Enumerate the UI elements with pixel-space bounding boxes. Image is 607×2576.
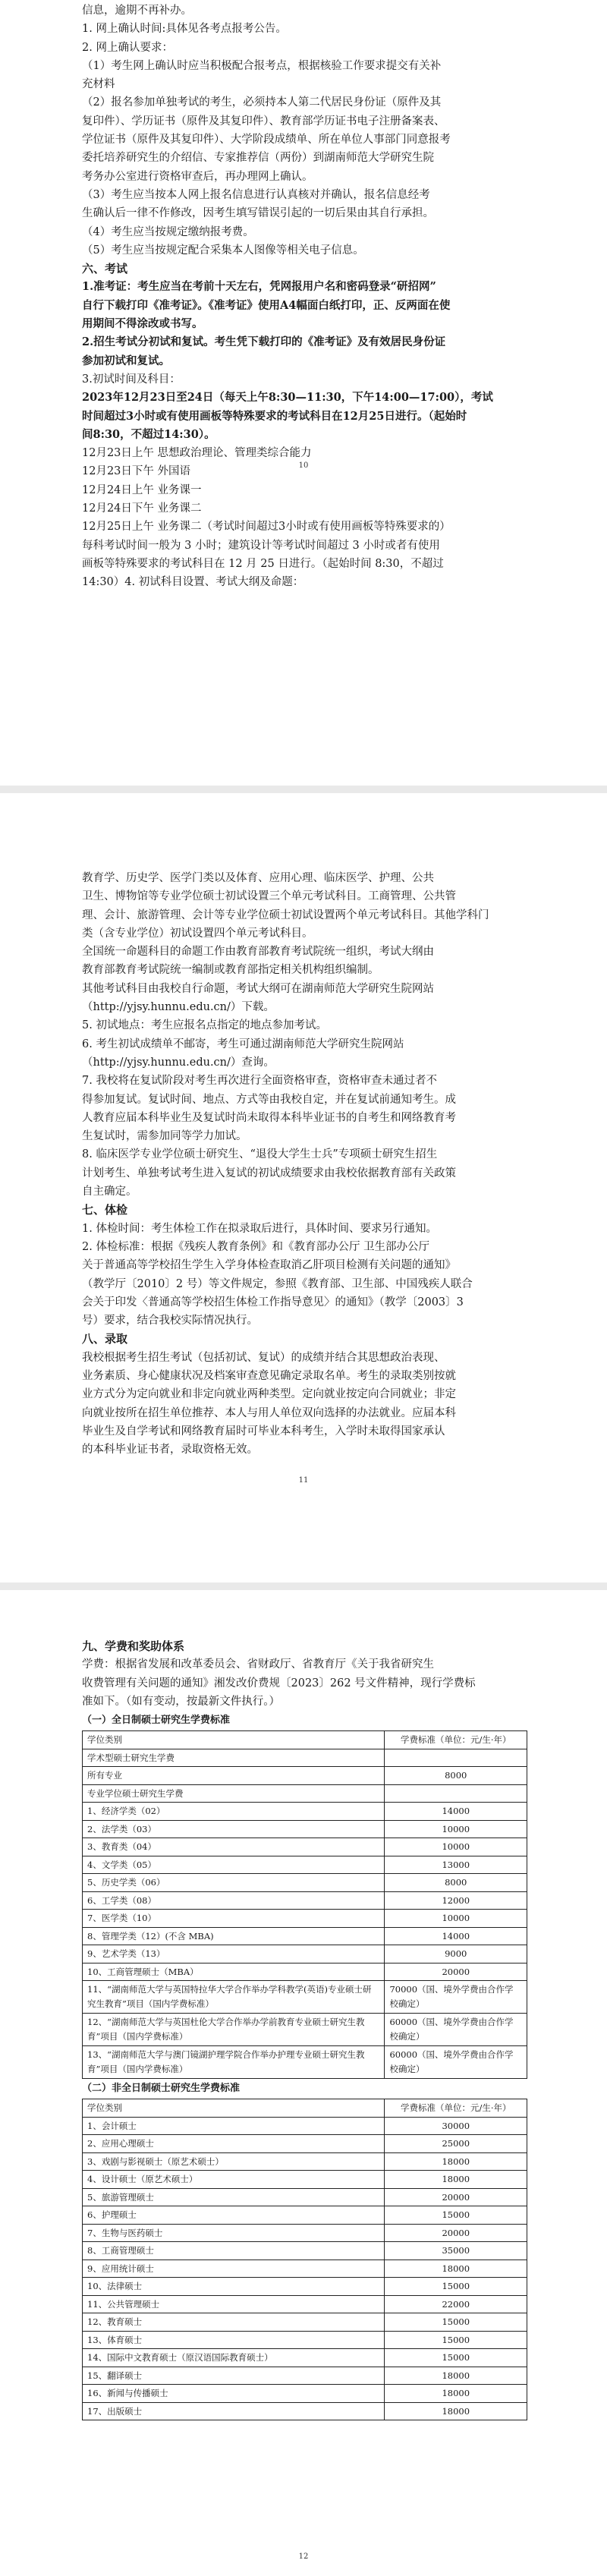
text-line: 教育部教育考试院统一编制或教育部指定相关机构组织编制。: [82, 964, 379, 977]
tuition-fee-cell: 10000: [385, 1838, 527, 1856]
text-line: 信息，逾期不再补办。: [82, 5, 192, 17]
table-row: [83, 1784, 527, 1803]
text-line: （http://yjsy.hunnu.edu.cn/）下载。: [82, 1001, 275, 1014]
tuition-fee-cell: 30000: [385, 2117, 527, 2135]
text-line: 参加初试和复试。: [82, 354, 170, 367]
page-number: 12: [298, 2552, 309, 2561]
tuition-fee-cell: [385, 1784, 527, 1803]
text-line: 业务素质、身心健康状况及档案审查意见确定录取名单。考生的录取类别按就: [82, 1370, 456, 1383]
degree-category-cell: 4、文学类（05）: [83, 1856, 385, 1874]
text-line: （教学厅〔2010〕2 号）等文件规定，参照《教育部、卫生部、中国残疾人联合: [82, 1277, 473, 1290]
table-row: [83, 1891, 527, 1910]
table-row: [83, 2171, 527, 2189]
degree-category-cell: 所有专业: [83, 1767, 385, 1785]
degree-category-cell: 12、教育硕士: [83, 2313, 385, 2332]
table-caption: （二）非全日制硕士研究生学费标准: [82, 2083, 241, 2095]
text-line: 7. 我校将在复试阶段对考生再次进行全面资格审查，资格审查未通过者不: [82, 1075, 437, 1088]
degree-category-cell: 3、教育类（04）: [83, 1838, 385, 1856]
degree-category-cell: 1、会计硕士: [83, 2117, 385, 2135]
table-caption: （一）全日制硕士研究生学费标准: [82, 1715, 231, 1727]
text-line: 计划考生、单独考试考生进入复试的初试成绩要求由我校依据教育部有关政策: [82, 1167, 456, 1179]
table-row: [83, 2260, 527, 2278]
text-line: 卫生、博物馆等专业学位硕士初试设置三个单元考试科目。工商管理、公共管: [82, 890, 456, 903]
table-row: [83, 2014, 527, 2046]
degree-category-cell: 10、法律硕士: [83, 2278, 385, 2296]
tuition-fee-cell: 15000: [385, 2278, 527, 2296]
text-line: 1.准考证：考生应当在考前十天左右，凭网报用户名和密码登录“研招网”: [82, 280, 436, 294]
table-row: [83, 1963, 527, 1981]
degree-category-cell: 6、工学类（08）: [83, 1891, 385, 1910]
table-row: [83, 2385, 527, 2403]
table-row: [83, 2367, 527, 2385]
tuition-fee-cell: 9000: [385, 1945, 527, 1963]
page-body: [82, 793, 527, 1460]
text-line: 生复试时，需参加同等学力加试。: [82, 1130, 247, 1143]
text-line: 12月23日下午 外国语: [82, 465, 191, 478]
text-line: （2）报名参加单独考试的考生，必须持本人第二代居民身份证（原件及其: [82, 96, 442, 109]
text-line: 业方式分为定向就业和非定向就业两种类型。定向就业按定向合同就业；非定: [82, 1388, 456, 1401]
table-row: [83, 2313, 527, 2332]
tuition-fee-cell: 15000: [385, 2313, 527, 2332]
degree-category-cell: 3、戏剧与影视硕士（原艺术硕士）: [83, 2152, 385, 2171]
text-line: 每科考试时间一般为 3 小时；建筑设计等考试时间超过 3 小时或者有使用: [82, 539, 440, 552]
text-line: 8. 临床医学专业学位硕士研究生、“退役大学生士兵”专项硕士研究生招生: [82, 1148, 438, 1161]
part-time-tuition-table: [82, 2099, 527, 2420]
degree-category-cell: 学术型硕士研究生学费: [83, 1749, 385, 1767]
text-line: 12月25日上午 业务课二（考试时间超过3小时或有使用画板等特殊要求的）: [82, 521, 451, 534]
text-line: 的本科毕业证书者，录取资格无效。: [82, 1444, 258, 1456]
table-row: [83, 2295, 527, 2313]
text-line: 准如下。（如有变动，按最新文件执行。）: [82, 1695, 280, 1708]
degree-category-cell: 15、翻译硕士: [83, 2367, 385, 2385]
column-header: 学位类别: [83, 2099, 385, 2118]
text-line: 用期间不得涂改或书写。: [82, 317, 203, 331]
degree-category-cell: 2、应用心理硕士: [83, 2135, 385, 2153]
tuition-fee-cell: 25000: [385, 2135, 527, 2153]
text-line: 时间超过3小时或有使用画板等特殊要求的考试科目在12月25日进行。（起始时: [82, 409, 467, 423]
text-line: （http://yjsy.hunnu.edu.cn/）查询。: [82, 1056, 275, 1069]
text-line: 2.招生考试分初试和复试。考生凭下载打印的《准考证》及有效居民身份证: [82, 335, 446, 349]
degree-category-cell: 13、“湖南师范大学与澳门镜湖护理学院合作举办护理专业硕士研究生教育”项目（国内学费标准）: [83, 2046, 385, 2079]
page-number: 10: [298, 461, 309, 470]
text-line: （1）考生网上确认时应当积极配合报考点，根据核验工作要求提交有关补: [82, 59, 442, 72]
text-line: 1. 体检时间：考生体检工作在拟录取后进行，具体时间、要求另行通知。: [82, 1222, 437, 1235]
text-line: 收费管理有关问题的通知》湘发改价费规〔2023〕262 号文件精神，现行学费标: [82, 1677, 476, 1690]
text-line: 七、体检: [82, 1203, 128, 1217]
text-line: 12月24日下午 业务课二: [82, 502, 202, 515]
text-line: 自行下载打印《准考证》。《准考证》使用A4幅面白纸打印，正、反两面在使: [82, 298, 451, 312]
tuition-intro: [82, 1655, 527, 1711]
tuition-fee-cell: 12000: [385, 1891, 527, 1910]
text-line: 考务办公室进行资格审查后，再办理网上确认。: [82, 170, 313, 183]
degree-category-cell: 11、公共管理硕士: [83, 2295, 385, 2313]
text-line: 得参加复试。复试时间、地点、方式等由我校自定，并在复试前通知考生。成: [82, 1093, 456, 1106]
text-line: 理、会计、旅游管理、会计等专业学位硕士初试设置两个单元考试科目。其他学科门: [82, 909, 489, 921]
page-number: 11: [298, 1476, 309, 1485]
tuition-fee-cell: 70000（国、境外学费由合作学校确定）: [385, 1981, 527, 2014]
table-row: [83, 2278, 527, 2296]
table-row: [83, 1927, 527, 1945]
tuition-fee-cell: 14000: [385, 1927, 527, 1945]
tuition-fee-cell: 35000: [385, 2242, 527, 2260]
table-row: [83, 2152, 527, 2171]
tuition-fee-cell: 10000: [385, 1820, 527, 1838]
text-line: 12月24日上午 业务课一: [82, 483, 202, 496]
tuition-fee-cell: 8000: [385, 1874, 527, 1892]
text-line: 向就业按所在招生单位推荐、本人与用人单位双向选择的办法就业。应届本科: [82, 1406, 456, 1419]
document-page-12: [0, 1590, 607, 2576]
text-line: 全国统一命题科目的命题工作由教育部教育考试院统一组织，考试大纲由: [82, 946, 434, 959]
text-line: 2. 网上确认要求：: [82, 41, 173, 54]
degree-category-cell: 7、生物与医药硕士: [83, 2224, 385, 2242]
tuition-fee-cell: 18000: [385, 2385, 527, 2403]
text-line: 生确认后一律不作修改，因考生填写错误引起的一切后果由其自行承担。: [82, 207, 434, 220]
full-time-tuition-table: [82, 1730, 527, 2079]
tuition-fee-cell: 20000: [385, 1963, 527, 1981]
text-line: 八、录取: [82, 1332, 128, 1346]
degree-category-cell: 专业学位硕士研究生学费: [83, 1784, 385, 1803]
text-line: 2. 体检标准：根据《残疾人教育条例》和《教育部办公厅 卫生部办公厅: [82, 1240, 430, 1253]
text-line: 教育学、历史学、医学门类以及体育、应用心理、临床医学、护理、公共: [82, 872, 434, 884]
text-line: 3.初试时间及科目：: [82, 373, 181, 386]
degree-category-cell: 2、法学类（03）: [83, 1820, 385, 1838]
text-line: 委托培养研究生的介绍信、专家推荐信（两份）到湖南师范大学研究生院: [82, 152, 434, 165]
text-line: 学费：根据省发展和改革委员会、省财政厅、省教育厅《关于我省研究生: [82, 1658, 434, 1671]
text-line: 自主确定。: [82, 1186, 137, 1198]
table-row: [83, 1910, 527, 1928]
tuition-fee-cell: 8000: [385, 1767, 527, 1785]
text-line: 画板等特殊要求的考试科目在 12 月 25 日进行。（起始时间 8:30，不超过: [82, 557, 444, 570]
degree-category-cell: 8、工商管理硕士: [83, 2242, 385, 2260]
document-page-10: [0, 0, 607, 786]
tuition-fee-cell: 20000: [385, 2224, 527, 2242]
text-line: 复印件）、学历证书（原件及其复印件）、教育部学历证书电子注册备案表、: [82, 115, 445, 128]
text-line: 人教育应届本科毕业生及复试时尚未取得本科毕业证书的自考生和网络教育考: [82, 1111, 456, 1124]
table-row: [83, 2046, 527, 2079]
table-row: [83, 1749, 527, 1767]
degree-category-cell: 7、医学类（10）: [83, 1910, 385, 1928]
tuition-fee-cell: 18000: [385, 2171, 527, 2189]
text-line: 学位证书（原件及其复印件）、大学阶段成绩单、所在单位人事部门同意报考: [82, 134, 451, 146]
text-line: 六、考试: [82, 262, 128, 276]
degree-category-cell: 8、管理学类（12）(不含 MBA): [83, 1927, 385, 1945]
tuition-fee-cell: 13000: [385, 1856, 527, 1874]
table-row: [83, 2224, 527, 2242]
table-row: [83, 1981, 527, 2014]
table-row: [83, 2135, 527, 2153]
degree-category-cell: 14、国际中文教育硕士（原汉语国际教育硕士）: [83, 2349, 385, 2367]
text-line: 会关于印发〈普通高等学校招生体检工作指导意见〉的通知》（教学〔2003〕3: [82, 1296, 464, 1308]
table-row: [83, 2349, 527, 2367]
text-line: （3）考生应当按本人网上报名信息进行认真核对并确认，报名信息经考: [82, 188, 430, 201]
tuition-fee-cell: 22000: [385, 2295, 527, 2313]
text-line: 其他考试科目由我校自行命题，考试大纲可在湖南师范大学研究生院网站: [82, 982, 434, 995]
table-row: [83, 2242, 527, 2260]
tuition-fee-cell: 15000: [385, 2349, 527, 2367]
text-line: 类（含专业学位）初试设置四个单元考试科目。: [82, 927, 313, 940]
degree-category-cell: 5、历史学类（06）: [83, 1874, 385, 1892]
tuition-fee-cell: 18000: [385, 2260, 527, 2278]
table-row: [83, 1856, 527, 1874]
degree-category-cell: 12、“湖南师范大学与英国杜伦大学合作举办学前教育专业硕士研究生教育”项目（国内学费标准）: [83, 2014, 385, 2046]
tuition-fee-cell: 14000: [385, 1803, 527, 1821]
degree-category-cell: 6、护理硕士: [83, 2206, 385, 2225]
table-row: [83, 1803, 527, 1821]
text-line: 关于普通高等学校招生学生入学身体检查取消乙肝项目检测有关问题的通知》: [82, 1259, 456, 1272]
table-row: [83, 1838, 527, 1856]
degree-category-cell: 9、应用统计硕士: [83, 2260, 385, 2278]
degree-category-cell: 9、艺术学类（13）: [83, 1945, 385, 1963]
text-line: 我校根据考生招生考试（包括初试、复试）的成绩并结合其思想政治表现、: [82, 1351, 445, 1364]
text-line: 2023年12月23日至24日（每天上午8:30—11:30，下午14:00—17:00），考试: [82, 391, 493, 405]
table-row: [83, 2117, 527, 2135]
table-row: [83, 1945, 527, 1963]
tuition-fee-cell: 20000: [385, 2188, 527, 2206]
tuition-fee-cell: 60000（国、境外学费由合作学校确定）: [385, 2014, 527, 2046]
tuition-fee-cell: 18000: [385, 2402, 527, 2420]
text-line: （4）考生应当按规定缴纳报考费。: [82, 225, 254, 238]
degree-category-cell: 13、体育硕士: [83, 2331, 385, 2349]
column-header: 学位类别: [83, 1731, 385, 1749]
tuition-fee-cell: 15000: [385, 2331, 527, 2349]
tuition-fee-cell: 18000: [385, 2367, 527, 2385]
degree-category-cell: 4、设计硕士（原艺术硕士）: [83, 2171, 385, 2189]
degree-category-cell: 17、出版硕士: [83, 2402, 385, 2420]
table-row: [83, 1874, 527, 1892]
text-line: 号）要求，结合我校实际情况执行。: [82, 1315, 258, 1327]
text-line: （5）考生应当按规定配合采集本人图像等相关电子信息。: [82, 244, 364, 257]
document-page-11: [0, 793, 607, 1582]
tuition-fee-cell: 10000: [385, 1910, 527, 1928]
tuition-fee-cell: [385, 1749, 527, 1767]
text-line: 14:30）4. 初试科目设置、考试大纲及命题：: [82, 576, 304, 589]
text-line: 6. 考生初试成绩单不邮寄，考生可通过湖南师范大学研究生院网站: [82, 1038, 404, 1050]
text-line: 5. 初试地点：考生应报名点指定的地点参加考试。: [82, 1019, 327, 1032]
degree-category-cell: 11、“湖南师范大学与英国特拉华大学合作举办学科教学(英语)专业硕士研究生教育”项目（国内学费标准）: [83, 1981, 385, 2014]
degree-category-cell: 10、工商管理硕士（MBA）: [83, 1963, 385, 1981]
tuition-fee-cell: 60000（国、境外学费由合作学校确定）: [385, 2046, 527, 2079]
table-row: [83, 1820, 527, 1838]
column-header: 学费标准（单位：元/生·年）: [385, 1731, 527, 1749]
tuition-fee-cell: 15000: [385, 2206, 527, 2225]
text-line: 12月23日上午 思想政治理论、管理类综合能力: [82, 447, 312, 460]
degree-category-cell: 5、旅游管理硕士: [83, 2188, 385, 2206]
text-line: 毕业生及自学考试和网络教育届时可毕业本科考生，入学时未取得国家承认: [82, 1425, 445, 1438]
tuition-fee-cell: 18000: [385, 2152, 527, 2171]
table-row: [83, 2206, 527, 2225]
table-row: [83, 1767, 527, 1785]
column-header: 学费标准（单位：元/生·年）: [385, 2099, 527, 2118]
table-row: [83, 2188, 527, 2206]
degree-category-cell: 1、经济学类（02）: [83, 1803, 385, 1821]
text-line: 充材料: [82, 78, 115, 91]
table-row: [83, 2331, 527, 2349]
page-body: [82, 0, 527, 592]
text-line: 间8:30，不超过14:30）。: [82, 427, 215, 441]
table-row: [83, 2402, 527, 2420]
section-heading: 九、学费和奖助体系: [82, 1639, 185, 1653]
text-line: 1. 网上确认时间:具体见各考点报考公告。: [82, 23, 287, 36]
degree-category-cell: 16、新闻与传播硕士: [83, 2385, 385, 2403]
